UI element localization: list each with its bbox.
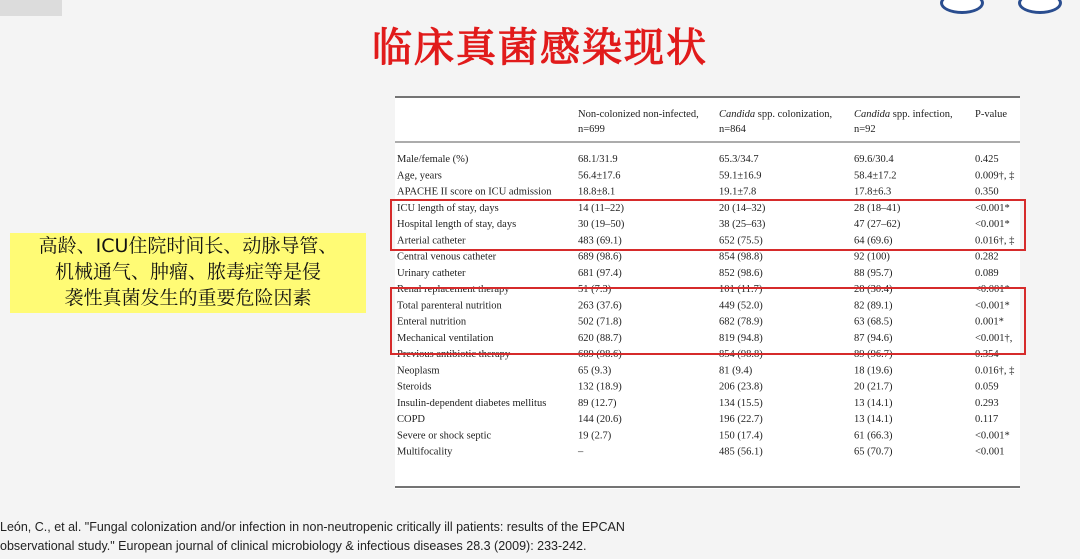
table-cell: 51 (7.3) (578, 284, 612, 295)
table-cell: <0.001 (975, 446, 1005, 458)
row-label: Neoplasm (397, 365, 440, 377)
table-cell: 196 (22.7) (719, 414, 763, 425)
row-label: Previous antibiotic therapy (397, 349, 511, 360)
table-cell: 819 (94.8) (719, 332, 763, 344)
table-cell: 0.001* (975, 316, 1004, 328)
table-cell: 0.354 (975, 349, 999, 360)
row-label: Insulin-dependent diabetes mellitus (397, 397, 547, 409)
row-label: Renal replacement therapy (397, 284, 510, 295)
row-label: Age, years (397, 170, 442, 182)
table-cell: 82 (89.1) (854, 300, 893, 312)
table-cell: 852 (98.6) (719, 267, 763, 279)
table-cell: 89 (12.7) (578, 397, 617, 409)
table-cell: 17.8±6.3 (854, 186, 892, 198)
table-cell: 13 (14.1) (854, 397, 893, 409)
row-label: COPD (397, 414, 426, 425)
table-cell: <0.001†, (975, 332, 1013, 344)
table-cell: 854 (98.8) (719, 349, 763, 360)
table-cell: 14 (11–22) (578, 202, 624, 214)
table-cell: 0.089 (975, 267, 999, 279)
table-cell: 28 (30.4) (854, 284, 893, 295)
slide-title: 临床真菌感染现状 (372, 25, 708, 71)
table-cell: 144 (20.6) (578, 414, 622, 425)
table-cell: 682 (78.9) (719, 316, 763, 328)
row-label: Arterial catheter (397, 235, 466, 247)
table-cell: 18.8±8.1 (578, 186, 616, 198)
table-cell: 47 (27–62) (854, 219, 901, 230)
table-cell: 0.016†, ‡ (975, 365, 1015, 377)
column-header: Candida spp. colonization, (719, 109, 833, 120)
table-cell: – (578, 446, 584, 458)
logo-left (940, 0, 984, 14)
callout-line: 高龄、ICU住院时间长、动脉导管、 (38, 235, 338, 257)
table-cell: 88 (95.7) (854, 267, 893, 279)
table-cell: 620 (88.7) (578, 332, 622, 344)
table-cell: 689 (98.6) (578, 251, 622, 263)
table-cell: 132 (18.9) (578, 381, 622, 393)
table-cell: <0.001* (975, 219, 1010, 230)
column-header-n: n=864 (719, 124, 746, 135)
callout-line: 袭性真菌发生的重要危险因素 (64, 287, 312, 309)
table-cell: 18 (19.6) (854, 365, 893, 377)
table-cell: 449 (52.0) (719, 300, 763, 312)
table-cell: 64 (69.6) (854, 235, 893, 247)
logo-right (1018, 0, 1062, 14)
row-label: Urinary catheter (397, 267, 466, 279)
table-cell: 0.016†, ‡ (975, 235, 1015, 247)
table-cell: 65 (9.3) (578, 365, 612, 377)
table-cell: 38 (25–63) (719, 219, 766, 230)
table-cell: 63 (68.5) (854, 316, 893, 328)
row-label: Enteral nutrition (397, 316, 467, 328)
table-cell: 19.1±7.8 (719, 186, 757, 198)
table-cell: 68.1/31.9 (578, 154, 618, 165)
table-cell: 61 (66.3) (854, 430, 893, 442)
table-cell: 483 (69.1) (578, 235, 622, 247)
citation-line: observational study." European journal of clinical microbiology & infectious diseases 28.3 (2009): 233-242. (0, 539, 587, 553)
column-header-n: n=92 (854, 124, 876, 135)
table-cell: 65 (70.7) (854, 446, 893, 458)
column-header: P-value (975, 109, 1008, 120)
column-header: Candida spp. infection, (854, 109, 953, 120)
row-label: Total parenteral nutrition (397, 300, 502, 312)
table-cell: 92 (100) (854, 251, 890, 263)
row-label: Hospital length of stay, days (397, 219, 517, 230)
table-cell: 69.6/30.4 (854, 154, 894, 165)
row-label: Central venous catheter (397, 251, 497, 263)
table-cell: 65.3/34.7 (719, 154, 759, 165)
citation-line: León, C., et al. "Fungal colonization and/or infection in non-neutropenic critically ill patients: results of the EPCAN (0, 520, 625, 534)
table-cell: <0.001* (975, 300, 1010, 312)
table-cell: 87 (94.6) (854, 332, 893, 344)
corner-thumbnail (0, 0, 62, 16)
table-cell: 30 (19–50) (578, 219, 625, 230)
table-cell: 134 (15.5) (719, 397, 763, 409)
row-label: Male/female (%) (397, 154, 469, 165)
row-label: Multifocality (397, 446, 453, 458)
column-header: Non-colonized non-infected, (578, 109, 699, 120)
row-label: APACHE II score on ICU admission (397, 186, 552, 198)
table-cell: 101 (11.7) (719, 284, 763, 295)
table-cell: 20 (21.7) (854, 381, 893, 393)
table-cell: <0.001* (975, 430, 1010, 442)
table-cell: 854 (98.8) (719, 251, 763, 263)
table-cell: <0.001* (975, 284, 1010, 295)
table-cell: 485 (56.1) (719, 446, 763, 458)
row-label: ICU length of stay, days (397, 202, 499, 214)
table-cell: 20 (14–32) (719, 202, 766, 214)
row-label: Mechanical ventilation (397, 332, 494, 344)
table-cell: 150 (17.4) (719, 430, 763, 442)
table-cell: 206 (23.8) (719, 381, 763, 393)
table-cell: 59.1±16.9 (719, 170, 762, 182)
table-cell: 652 (75.5) (719, 235, 763, 247)
table-cell: 0.282 (975, 251, 999, 263)
table-cell: 0.009†, ‡ (975, 170, 1015, 182)
table-cell: 58.4±17.2 (854, 170, 897, 182)
table-cell: 13 (14.1) (854, 414, 893, 425)
highlight-box-stay-catheter (390, 199, 1026, 251)
table-cell: 0.117 (975, 414, 999, 425)
table-cell: 0.059 (975, 381, 999, 393)
table-cell: 56.4±17.6 (578, 170, 621, 182)
risk-factor-callout (10, 233, 366, 313)
table-cell: 89 (96.7) (854, 349, 893, 360)
citation (0, 518, 1000, 556)
column-header-n: n=699 (578, 124, 605, 135)
table-cell: 502 (71.8) (578, 316, 622, 328)
table-cell: 0.293 (975, 397, 999, 409)
table-cell: 681 (97.4) (578, 267, 622, 279)
callout-line: 机械通气、肿瘤、脓毒症等是侵 (54, 261, 321, 283)
table-cell: 0.425 (975, 154, 999, 165)
row-label: Steroids (397, 381, 432, 393)
table-cell: <0.001* (975, 202, 1010, 214)
table-cell: 28 (18–41) (854, 202, 901, 214)
table-cell: 81 (9.4) (719, 365, 753, 377)
table-cell: 19 (2.7) (578, 430, 612, 442)
highlight-box-therapy-ventilation (390, 287, 1026, 355)
table-cell: 689 (98.6) (578, 349, 622, 360)
table-cell: 0.350 (975, 186, 999, 198)
row-label: Severe or shock septic (397, 430, 492, 442)
table-cell: 263 (37.6) (578, 300, 622, 312)
